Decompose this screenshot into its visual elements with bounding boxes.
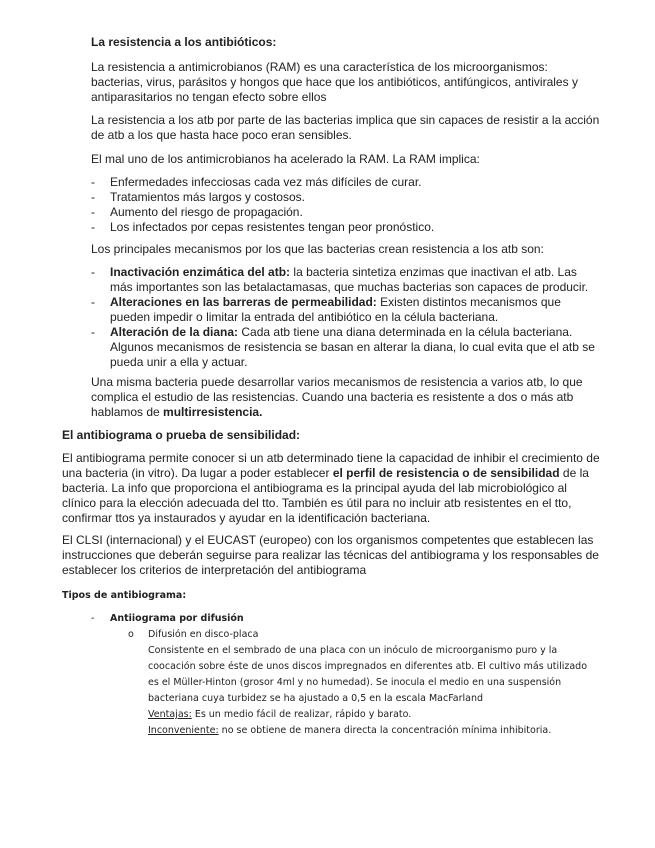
term-perfil: el perfil de resistencia o de sensibilidad — [332, 466, 560, 480]
mechanism-term: Alteraciones en las barreras de permeabilidad: — [110, 295, 377, 309]
mechanism-term: Alteración de la diana: — [110, 325, 239, 339]
text-span: El antibiograma permite conocer si un atb determinado tiene la capacidad de inhibir el crecimiento de una bacteria (in vitro). Da lugar a poder establecer — [62, 451, 600, 480]
paragraph-multirresistencia — [91, 375, 601, 420]
list-item: - Aumento del riesgo de propagación. — [91, 205, 601, 220]
disadvantage-line — [148, 723, 588, 739]
paragraph-clsi-eucast: El CLSI (internacional) y el EUCAST (europeo) con los organismos competentes que establecen las instrucciones que deberán seguirse para realizar las técnicas del antibiograma y los responsables de establecer los criterios de interpretación del antibiograma — [62, 533, 599, 577]
paragraph-ram-definition: La resistencia a antimicrobianos (RAM) es una característica de los microorganismos: bacterias, virus, parásitos y hongos que hace que los antibióticos, antifúngicos, antivirales y antiparasitarios no tengan efecto sobre ellos — [91, 60, 578, 104]
description-text: Consistente en el sembrado de una placa con un inóculo de microorganismo puro y la coocación sobre éste de unos discos impregnados en diferentes atb. El cultivo más utilizado es el Müller-Hinton (grosor 4ml y no humedad). Se inocula el medio en una suspensión bacteriana cuya turbidez se ha ajustado a 0,5 en la escala MacFarland — [148, 645, 588, 704]
mechanisms-list — [91, 265, 601, 370]
list-item: - Tratamientos más largos y costosos. — [91, 190, 601, 205]
list-item: - Enfermedades infecciosas cada vez más difíciles de curar. — [91, 175, 601, 190]
mechanism-text: la bacteria sintetiza enzimas que inactivan el atb. Las más importantes son las betalactamasas, que muchas bacterias son capaces de producir. — [110, 265, 589, 294]
list-item — [91, 265, 601, 295]
dash-marker: - — [91, 613, 95, 624]
text-span: Una misma bacteria puede desarrollar varios mecanismos de resistencia a varios atb, lo que complica el estudio de las resistencias. Cuando una bacteria es resistente a dos o más atb hablamos de — [91, 375, 583, 419]
advantages-line — [148, 707, 588, 723]
term-multirresistencia: multirresistencia. — [163, 405, 263, 419]
paragraph-ram-implica: El mal uno de los antimicrobianos ha acelerado la RAM. La RAM implica: — [91, 152, 480, 166]
bullet-marker: o — [128, 629, 134, 640]
paragraph-atb-resistance: La resistencia a los atb por parte de las bacterias implica que sin capaces de resistir a la acción de atb a los que hasta hace poco eran sensibles. — [91, 113, 600, 142]
disadvantage-text: no se obtiene de manera directa la concentración mínima inhibitoria. — [218, 725, 552, 736]
advantages-label: Ventajas: — [148, 709, 192, 720]
section-title-antibiograma: El antibiograma o prueba de sensibilidad: — [62, 428, 301, 442]
mechanism-text: Existen distintos mecanismos que pueden impedir o limitar la entrada del antibiótico en la célula bacteriana. — [110, 295, 561, 324]
list-item — [91, 295, 601, 325]
paragraph-mechanisms-intro: Los principales mecanismos por los que las bacterias crean resistencia a los atb son: — [91, 242, 544, 256]
list-item — [91, 325, 601, 370]
advantages-text: Es un medio fácil de realizar, rápido y barato. — [191, 709, 412, 720]
mechanism-term: Inactivación enzimática del atb: — [110, 265, 291, 279]
mechanism-text: Cada atb tiene una diana determinada en la célula bacteriana. Algunos mecanismos de resistencia se basan en alterar la diana, lo cual evita que el atb se pueda unir a ella y actuar. — [110, 325, 595, 369]
disadvantage-label: Inconveniente: — [148, 725, 219, 736]
paragraph-antibiograma — [62, 451, 602, 526]
section-title-resistencia: La resistencia a los antibióticos: — [91, 35, 277, 49]
method-label: Difusión en disco-placa — [148, 629, 259, 640]
method-description — [148, 643, 588, 739]
text-span: de la bacteria. La info que proporciona el antibiograma es la principal ayuda del lab microbiológico al clínico para la elección adecuada del tto. También es útil para no incluir atb resistentes en el tto, confirmar ttos ya instaurados y ayudar en la identificación bacteriana. — [62, 466, 589, 525]
list-item: - Los infectados por cepas resistentes tengan peor pronóstico. — [91, 220, 601, 235]
type-label: Antiiograma por difusión — [110, 613, 244, 624]
section-title-tipos: Tipos de antibiograma: — [62, 590, 187, 601]
ram-consequences-list — [91, 175, 601, 235]
